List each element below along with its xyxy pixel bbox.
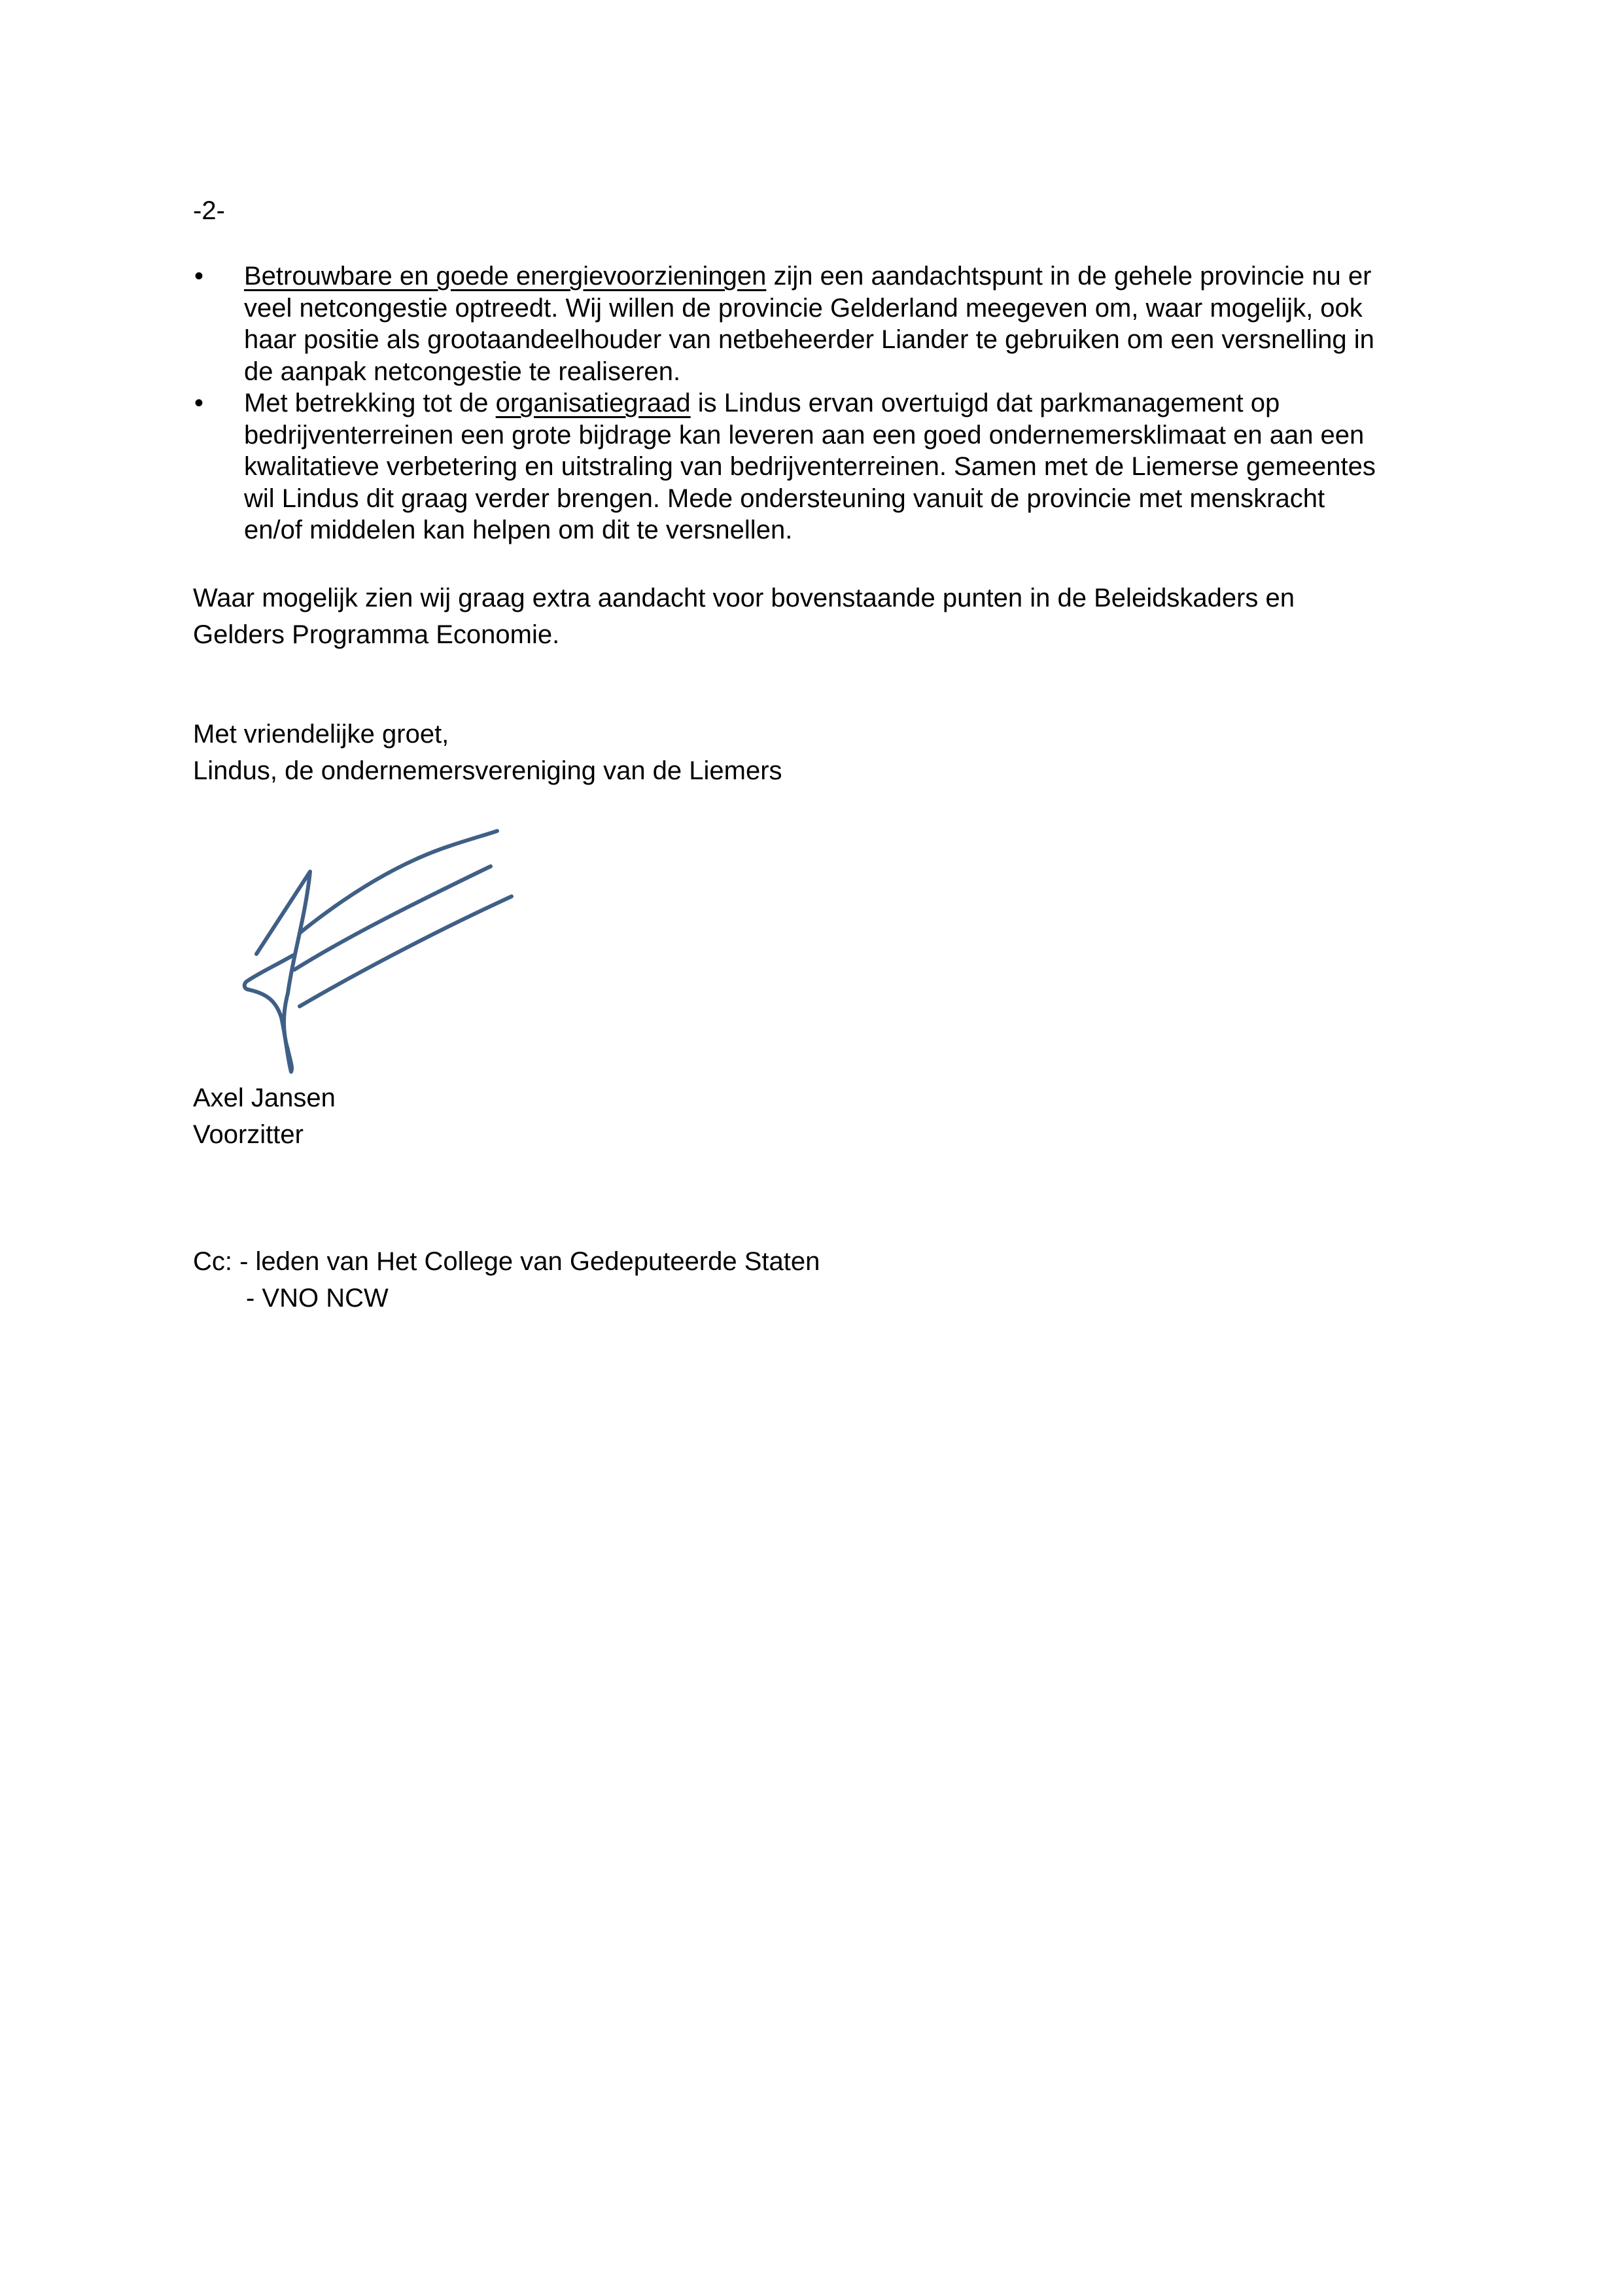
bullet-line: kwalitatieve verbetering en uitstraling van bedrijventerreinen. Samen met de Liemerse gemeentes <box>244 452 1376 481</box>
paragraph-line: Gelders Programma Economie. <box>193 620 560 649</box>
bullet-item-energy <box>193 260 1433 387</box>
cc-block <box>193 1243 820 1316</box>
bullet-list <box>193 260 1433 546</box>
bullet-dot-icon: • <box>194 389 204 417</box>
organization-name: Lindus, de ondernemersvereniging van de Liemers <box>193 756 782 785</box>
cc-line: - VNO NCW <box>246 1284 389 1313</box>
bullet-item-organisation <box>193 387 1433 546</box>
bullet-line: bedrijventerreinen een grote bijdrage kan leveren aan een goed ondernemersklimaat en aan een <box>244 420 1365 450</box>
bullet-line: en/of middelen kan helpen om dit te versnellen. <box>244 516 793 544</box>
line-text: Met betrekking tot de <box>244 389 496 417</box>
bullet-line: veel netcongestie optreedt. Wij willen de provincie Gelderland meegeven om, waar mogelijk, ook <box>244 293 1363 323</box>
signature-strokes <box>245 831 512 1072</box>
bullet-dot-icon: • <box>194 262 204 291</box>
bullet-line: de aanpak netcongestie te realiseren. <box>244 357 681 386</box>
underlined-term: Betrouwbare en goede energievoorzieningen <box>244 262 767 291</box>
underlined-term: organisatiegraad <box>495 389 691 417</box>
closing-paragraph <box>193 580 1295 653</box>
signer-title: Voorzitter <box>193 1120 304 1149</box>
bullet-line <box>244 387 1433 419</box>
cc-line: Cc: - leden van Het College van Gedeputeerde Staten <box>193 1247 820 1276</box>
line-text: zijn een aandachtspunt in de gehele provincie nu er <box>766 262 1372 291</box>
closing-block <box>193 716 782 789</box>
signature-stroke <box>300 896 512 1006</box>
signature-stroke <box>245 955 293 1072</box>
signer-block <box>193 1080 336 1153</box>
line-text: is Lindus ervan overtuigd dat parkmanagement op <box>690 389 1280 417</box>
bullet-line: wil Lindus dit graag verder brengen. Mede ondersteuning vanuit de provincie met menskracht <box>244 484 1325 513</box>
signer-name: Axel Jansen <box>193 1084 336 1112</box>
handwritten-signature <box>236 785 543 1080</box>
bullet-line <box>244 260 1433 292</box>
paragraph-line: Waar mogelijk zien wij graag extra aandacht voor bovenstaande punten in de Beleidskaders en <box>193 584 1295 612</box>
page-number: -2- <box>193 196 225 225</box>
greeting: Met vriendelijke groet, <box>193 720 449 749</box>
bullet-line: haar positie als grootaandeelhouder van netbeheerder Liander te gebruiken om een versnelling in <box>244 325 1374 354</box>
